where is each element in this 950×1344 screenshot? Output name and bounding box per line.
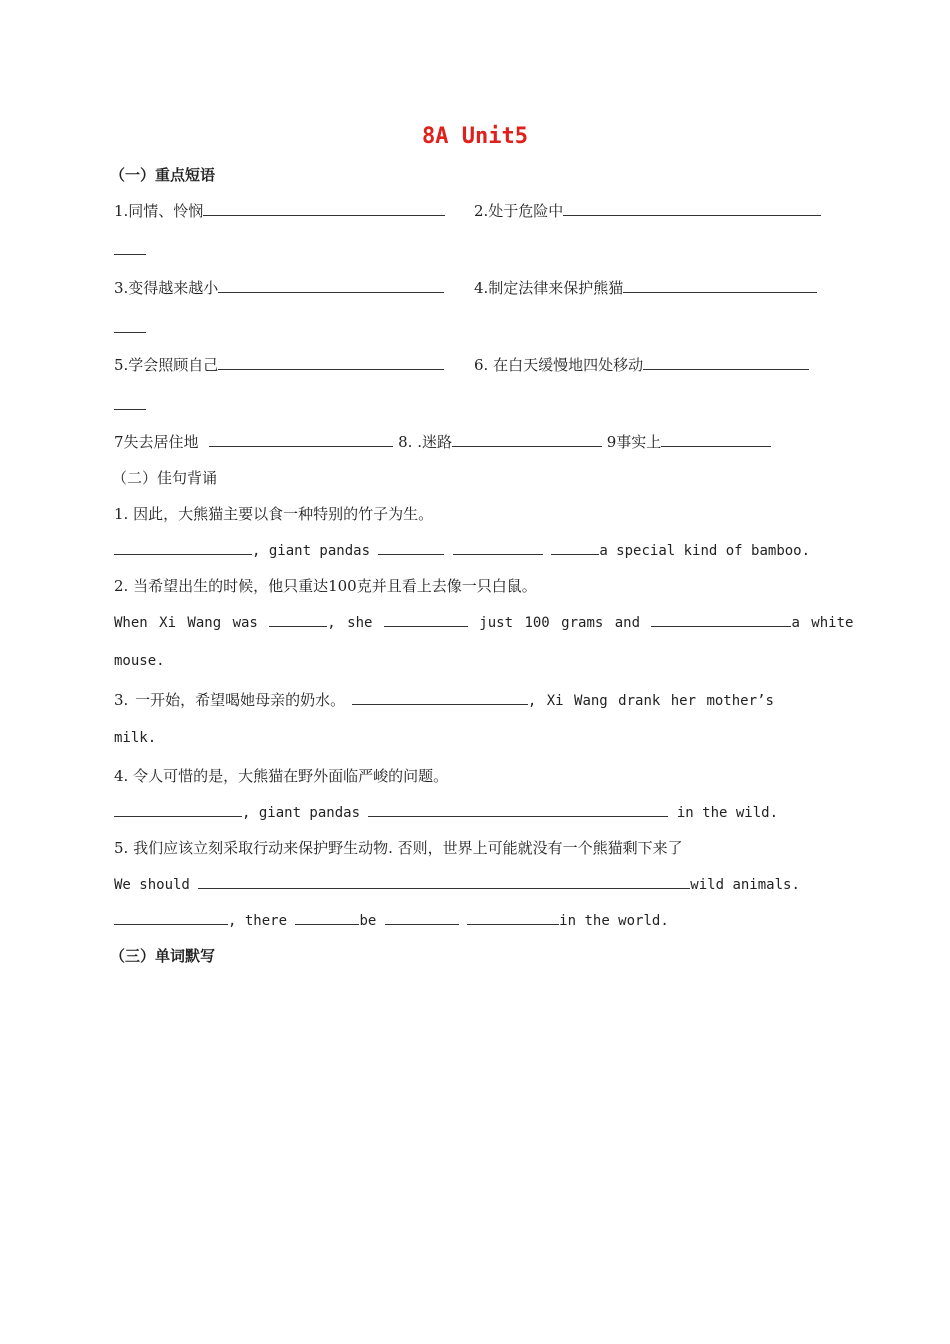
answer-blank[interactable] bbox=[203, 201, 445, 216]
answer-blank[interactable] bbox=[453, 540, 543, 555]
phrase-item-3 bbox=[114, 277, 444, 298]
sentence-2-chinese: 2. 当希望出生的时候，他只重达100克并且看上去像一只白鼠。 bbox=[114, 577, 537, 595]
answer-blank[interactable] bbox=[114, 240, 146, 255]
answer-blank[interactable] bbox=[661, 432, 771, 447]
answer-blank[interactable] bbox=[452, 432, 602, 447]
phrase-item-6-continuation bbox=[114, 395, 146, 414]
answer-blank[interactable] bbox=[551, 540, 599, 555]
phrase-item-4 bbox=[474, 277, 817, 298]
answer-blank[interactable] bbox=[368, 802, 668, 817]
phrase-prompt: 7失去居住地 bbox=[114, 433, 199, 451]
phrase-prompt: 4.制定法律来保护熊猫 bbox=[474, 279, 624, 297]
answer-blank[interactable] bbox=[385, 910, 459, 925]
answer-blank[interactable] bbox=[114, 395, 146, 410]
answer-blank[interactable] bbox=[352, 690, 528, 705]
section-heading-phrases: （一）重点短语 bbox=[110, 166, 216, 184]
answer-blank[interactable] bbox=[563, 201, 821, 216]
sentence-4-chinese: 4. 令人可惜的是，大熊猫在野外面临严峻的问题。 bbox=[114, 767, 449, 785]
sentence-4-english: , giant pandas in the wild. bbox=[114, 802, 778, 821]
sentence-1-chinese: 1. 因此，大熊猫主要以食一种特别的竹子为生。 bbox=[114, 505, 434, 523]
phrase-prompt: 3.变得越来越小 bbox=[114, 279, 219, 297]
answer-blank[interactable] bbox=[218, 278, 444, 293]
phrase-prompt: 9事实上 bbox=[606, 433, 662, 451]
phrase-prompt: 1.同情、怜悯 bbox=[114, 202, 204, 220]
sentence-2-english: When Xi Wang was , she just 100 grams and a white bbox=[114, 612, 853, 631]
answer-blank[interactable] bbox=[114, 318, 146, 333]
answer-blank[interactable] bbox=[114, 540, 252, 555]
sentence-3: 3. 一开始，希望喝她母亲的奶水。 , Xi Wang drank her mother’s bbox=[114, 691, 774, 709]
answer-blank[interactable] bbox=[114, 910, 228, 925]
phrase-prompt: 6. 在白天缓慢地四处移动 bbox=[474, 356, 644, 374]
phrase-item-6 bbox=[474, 354, 809, 375]
answer-blank[interactable] bbox=[643, 355, 809, 370]
sentence-5-chinese: 5. 我们应该立刻采取行动来保护野生动物. 否则，世界上可能就没有一个熊猫剩下来了 bbox=[114, 839, 683, 857]
phrase-prompt: 2.处于危险中 bbox=[474, 202, 564, 220]
answer-blank[interactable] bbox=[295, 910, 359, 925]
answer-blank[interactable] bbox=[198, 874, 690, 889]
answer-blank[interactable] bbox=[269, 612, 327, 627]
answer-blank[interactable] bbox=[651, 612, 791, 627]
phrase-item-2-continuation bbox=[114, 240, 146, 259]
answer-blank[interactable] bbox=[623, 278, 817, 293]
answer-blank[interactable] bbox=[114, 802, 242, 817]
sentence-5-english: We should wild animals. bbox=[114, 874, 800, 893]
answer-blank[interactable] bbox=[467, 910, 559, 925]
sentence-3-english-continuation: milk. bbox=[114, 730, 157, 746]
phrase-item-4-continuation bbox=[114, 318, 146, 337]
page-title: 8A Unit5 bbox=[422, 124, 528, 149]
phrase-item-2 bbox=[474, 200, 821, 221]
sentence-2-english-continuation: mouse. bbox=[114, 653, 165, 669]
phrase-item-5 bbox=[114, 354, 444, 375]
answer-blank[interactable] bbox=[209, 432, 393, 447]
answer-blank[interactable] bbox=[218, 355, 444, 370]
sentence-5-english-line2: , there be in the world. bbox=[114, 910, 669, 929]
sentence-1-english: , giant pandas a special kind of bamboo. bbox=[114, 540, 810, 559]
section-heading-sentences: （二）佳句背诵 bbox=[112, 469, 218, 487]
answer-blank[interactable] bbox=[384, 612, 468, 627]
phrase-item-1 bbox=[114, 200, 445, 221]
phrase-prompt: 5.学会照顾自己 bbox=[114, 356, 219, 374]
section-heading-words: （三）单词默写 bbox=[110, 947, 216, 965]
answer-blank[interactable] bbox=[378, 540, 444, 555]
phrase-prompt: 8. .迷路 bbox=[398, 433, 452, 451]
phrase-row-7-9 bbox=[114, 431, 771, 452]
